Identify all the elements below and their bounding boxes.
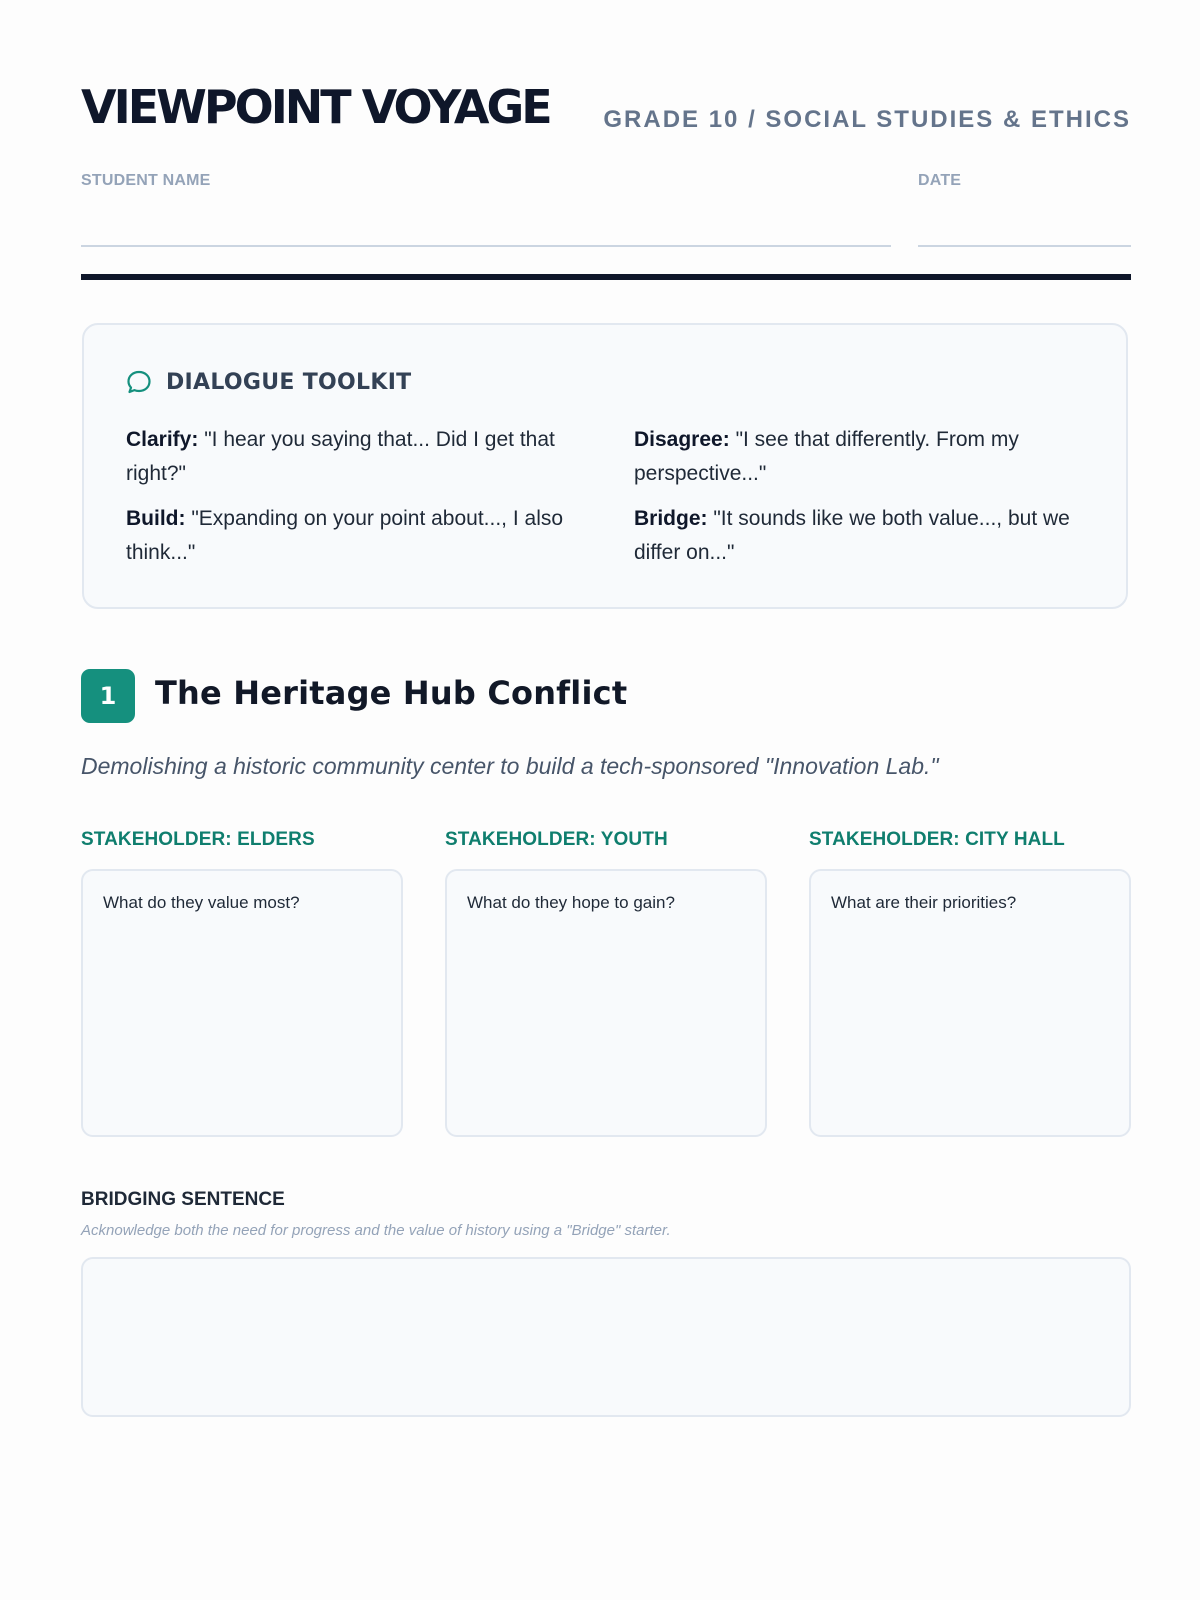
speech-bubble-icon — [126, 369, 152, 395]
phrase-label: Build: — [126, 507, 186, 530]
phrase-label: Disagree: — [634, 428, 730, 451]
stakeholder-label-city-hall: STAKEHOLDER: CITY HALL — [809, 829, 1065, 850]
worksheet-title: VIEWPOINT VOYAGE — [81, 80, 550, 134]
date-label: DATE — [918, 172, 962, 189]
stakeholder-box-elders[interactable] — [81, 869, 403, 1137]
phrase-text: "Expanding on your point about..., I also think..." — [126, 507, 564, 564]
toolkit-title: DIALOGUE TOOLKIT — [166, 369, 412, 395]
dialogue-toolkit-panel — [82, 323, 1128, 609]
phrase-label: Clarify: — [126, 428, 199, 451]
toolkit-heading — [126, 369, 412, 395]
student-name-line[interactable] — [81, 245, 891, 247]
worksheet-subtitle: GRADE 10 / SOCIAL STUDIES & ETHICS — [603, 106, 1131, 133]
header-divider — [81, 274, 1131, 280]
bridging-sentence-hint: Acknowledge both the need for progress and the value of history using a "Bridge" starter. — [81, 1222, 671, 1239]
phrase-text: "I hear you saying that... Did I get that right?" — [126, 428, 555, 485]
stakeholder-prompt: What are their priorities? — [831, 893, 1017, 912]
bridging-sentence-box[interactable] — [81, 1257, 1131, 1417]
worksheet-header — [81, 78, 1131, 148]
date-line[interactable] — [918, 245, 1131, 247]
phrase-text: "It sounds like we both value..., but we differ on..." — [634, 507, 1070, 564]
toolkit-phrase-clarify — [126, 423, 576, 491]
toolkit-phrase-build — [126, 502, 576, 570]
phrase-label: Bridge: — [634, 507, 708, 530]
bridging-sentence-title: BRIDGING SENTENCE — [81, 1189, 285, 1210]
stakeholder-box-city-hall[interactable] — [809, 869, 1131, 1137]
section-number-badge: 1 — [81, 669, 135, 723]
stakeholder-label-youth: STAKEHOLDER: YOUTH — [445, 829, 668, 850]
stakeholder-prompt: What do they hope to gain? — [467, 893, 675, 912]
stakeholder-box-youth[interactable] — [445, 869, 767, 1137]
stakeholder-prompt: What do they value most? — [103, 893, 300, 912]
phrase-text: "I see that differently. From my perspective..." — [634, 428, 1019, 485]
toolkit-phrase-bridge — [634, 502, 1084, 570]
section-title: The Heritage Hub Conflict — [155, 674, 628, 712]
stakeholder-label-elders: STAKEHOLDER: ELDERS — [81, 829, 315, 850]
scenario-description: Demolishing a historic community center to build a tech-sponsored "Innovation Lab." — [81, 753, 939, 779]
toolkit-phrase-disagree — [634, 423, 1084, 491]
student-name-label: STUDENT NAME — [81, 172, 211, 189]
